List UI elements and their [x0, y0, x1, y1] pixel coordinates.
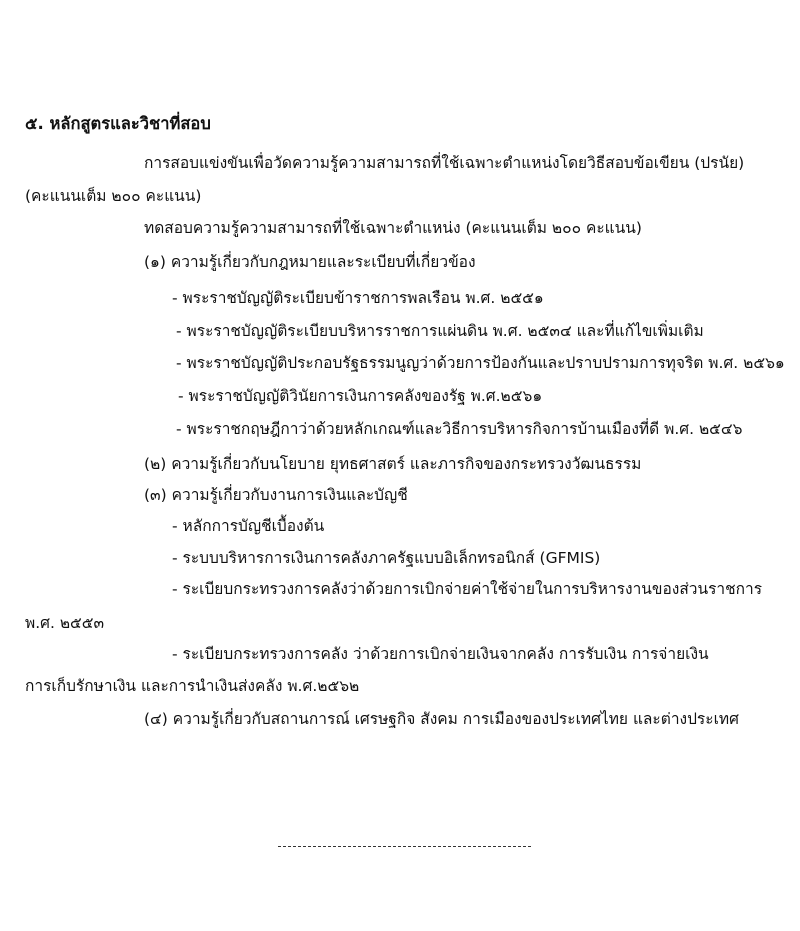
test-line: ทดสอบความรู้ความสามารถที่ใช้เฉพาะตำแหน่ง (คะแนนเต็ม ๒๐๐ คะแนน) [144, 219, 642, 237]
topic-1-item: - พระราชบัญญัติวินัยการเงินการคลังของรัฐ พ.ศ.๒๕๖๑ [178, 387, 543, 405]
intro-line-2: (คะแนนเต็ม ๒๐๐ คะแนน) [25, 187, 202, 205]
topic-1-item: - พระราชบัญญัติระเบียบข้าราชการพลเรือน พ.ศ. ๒๕๕๑ [172, 289, 544, 307]
footer-divider [278, 846, 531, 847]
topic-1-item: - พระราชกฤษฎีกาว่าด้วยหลักเกณฑ์และวิธีการบริหารกิจการบ้านเมืองที่ดี พ.ศ. ๒๕๔๖ [176, 420, 743, 438]
topic-3-item: - ระเบียบกระทรวงการคลังว่าด้วยการเบิกจ่ายค่าใช้จ่ายในการบริหารงานของส่วนราชการ [172, 580, 763, 598]
topic-3-item: - หลักการบัญชีเบื้องต้น [172, 517, 325, 535]
topic-3-item-continuation: พ.ศ. ๒๕๕๓ [25, 614, 105, 632]
topic-2-title: (๒) ความรู้เกี่ยวกับนโยบาย ยุทธศาสตร์ และภารกิจของกระทรวงวัฒนธรรม [144, 455, 642, 473]
topic-1-title: (๑) ความรู้เกี่ยวกับกฎหมายและระเบียบที่เกี่ยวข้อง [144, 253, 476, 271]
section-heading: ๕. หลักสูตรและวิชาที่สอบ [25, 114, 211, 133]
topic-3-item: - ระเบียบกระทรวงการคลัง ว่าด้วยการเบิกจ่ายเงินจากคลัง การรับเงิน การจ่ายเงิน [172, 645, 709, 663]
topic-3-item-continuation: การเก็บรักษาเงิน และการนำเงินส่งคลัง พ.ศ.๒๕๖๒ [25, 677, 360, 695]
topic-1-item: - พระราชบัญญัติประกอบรัฐธรรมนูญว่าด้วยการป้องกันและปราบปรามการทุจริต พ.ศ. ๒๕๖๑ [176, 354, 785, 372]
topic-3-title: (๓) ความรู้เกี่ยวกับงานการเงินและบัญชี [144, 486, 408, 504]
intro-line-1: การสอบแข่งขันเพื่อวัดความรู้ความสามารถที่ใช้เฉพาะตำแหน่งโดยวิธีสอบข้อเขียน (ปรนัย) [144, 154, 745, 172]
topic-1-item: - พระราชบัญญัติระเบียบบริหารราชการแผ่นดิน พ.ศ. ๒๕๓๔ และที่แก้ไขเพิ่มเติม [176, 322, 704, 340]
topic-3-item: - ระบบบริหารการเงินการคลังภาครัฐแบบอิเล็กทรอนิกส์ (GFMIS) [172, 549, 601, 567]
topic-4-title: (๔) ความรู้เกี่ยวกับสถานการณ์ เศรษฐกิจ สังคม การเมืองของประเทศไทย และต่างประเทศ [144, 710, 739, 728]
